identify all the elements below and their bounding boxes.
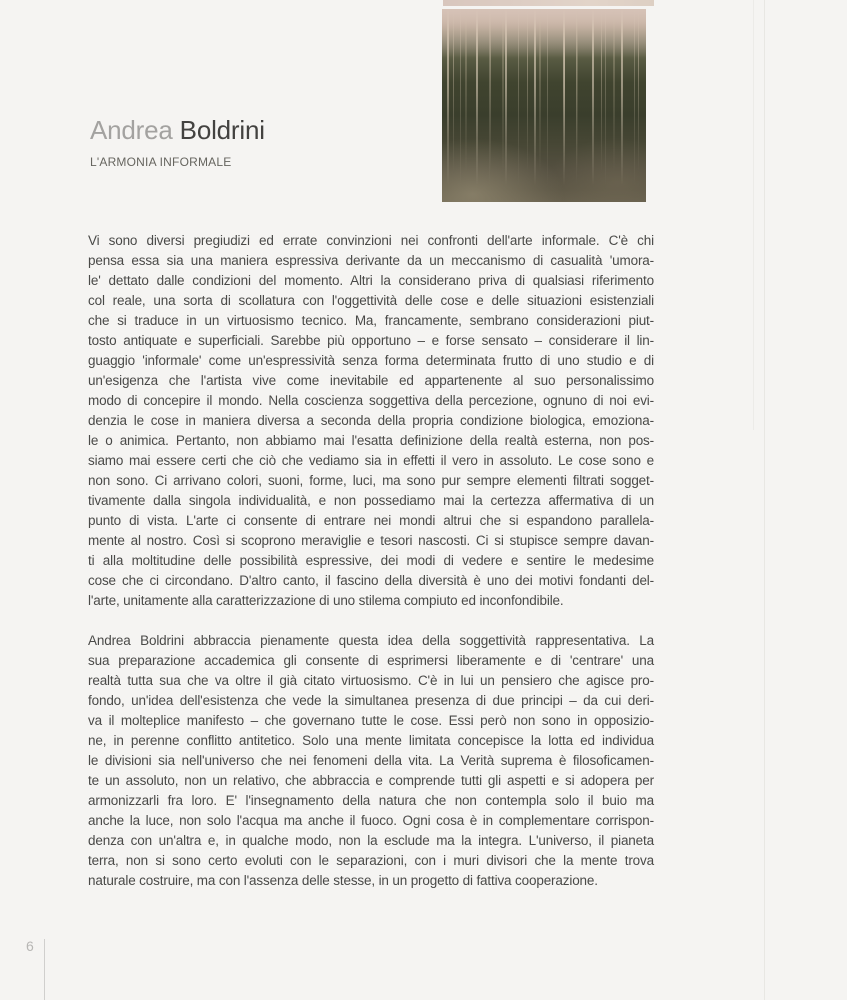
text-line: le divisioni sia nell'universo che nei fenomeni della vita. La Verità suprema è filosoficamen- [88,753,654,768]
text-line: naturale costruire, ma con l'assenza delle stesse, in un progetto di fattiva cooperazione. [88,873,598,888]
title-last-name: Boldrini [179,115,265,145]
text-line: terra, non si sono certo evoluti con le separazioni, con i muri divisori che la mente trova [88,853,654,868]
text-line: non sono. Ci arrivano colori, suoni, forme, luci, ma sono pur sempre elementi filtrati sogget- [88,473,654,488]
text-line: denzia le cose in maniera diversa a seconda della propria condizione biologica, emoziona- [88,413,654,428]
text-line: va il molteplice manifesto – che governano tutte le cose. Essi però non sono in opposizio- [88,713,654,728]
article-header [90,116,265,169]
text-line: cose che ci circondano. D'altro canto, il fascino della diversità è uno dei motivi fondanti del- [88,573,654,588]
footer-rule [44,939,45,1000]
text-line: te un assoluto, non un relativo, che abbraccia e comprende tutti gli aspetti e si adopera per [88,773,654,788]
text-line: un'esigenza che l'artista vive come inevitabile ed appartenente al suo personalissimo [88,373,654,388]
title-first-name: Andrea [90,115,173,145]
artwork-top-strip [443,0,654,6]
page-number: 6 [26,938,34,954]
text-line: ne, in perenne conflitto antitetico. Solo una mente limitata concepisce la lotta ed individua [88,733,654,748]
text-line: sua preparazione accademica gli consente di esprimersi liberamente e di 'centrare' una [88,653,654,668]
text-line: modo di concepire il mondo. Nella coscienza soggettiva della percezione, ognuno di noi evi- [88,393,654,408]
text-line: denza con un'altra e, in qualche modo, non la esclude ma la integra. L'universo, il pianeta [88,833,654,848]
text-line: l'arte, unitamente alla caratterizzazione di uno stilema compiuto ed inconfondibile. [88,593,564,608]
scan-edge-line [764,0,765,1000]
text-line: che si traduce in un virtuosismo tecnico. Ma, francamente, sembrano considerazioni piut- [88,313,654,328]
page-title [90,116,265,144]
text-line: le o animica. Pertanto, non abbiamo mai l'esatta definizione della realtà esterna, non pos- [88,433,654,448]
text-line: armonizzarli fra loro. E' l'insegnamento della natura che non contempla solo il buio ma [88,793,654,808]
text-line: guaggio 'informale' come un'espressività senza forma determinata frutto di uno studio e di [88,353,654,368]
text-line: mente al nostro. Così si scoprono meraviglie e tesori nascosti. Ci si stupisce sempre davan- [88,533,654,548]
paragraph [88,631,654,891]
body-text [88,231,654,911]
page-subtitle: L'ARMONIA INFORMALE [90,155,232,169]
text-line: tosto antiquate e superficiali. Sarebbe più opportuno – e forse sensato – considerare il lin- [88,333,654,348]
text-line: Andrea Boldrini abbraccia pienamente questa idea della soggettività rappresentativa. La [88,633,654,648]
text-line: ti alla moltitudine delle possibilità espressive, dei modi di vedere e sentire le medesime [88,553,654,568]
text-line: siamo mai essere certi che ciò che vediamo sia in effetti il vero in assoluto. Le cose sono e [88,453,654,468]
text-line: pensa essa sia una maniera espressiva derivante da un meccanismo di casualità 'umora- [88,253,654,268]
artwork-top-haze [442,9,646,59]
artwork-image [442,0,646,202]
text-line: Vi sono diversi pregiudizi ed errate convinzioni nei confronti dell'arte informale. C'è chi [88,233,654,248]
artwork-painting [442,9,646,202]
text-line: le' dettato dalle condizioni del momento. Altri la considerano priva di qualsiasi riferimento [88,273,654,288]
text-line: anche la luce, non solo l'acqua ma anche il fuoco. Ogni cosa è in complementare corrispon- [88,813,654,828]
text-line: fondo, un'idea dell'esistenza che vede la simultanea presenza di due principi – da cui deri- [88,693,654,708]
text-line: tivamente dalla singola individualità, e non possediamo mai la certezza affermativa di un [88,493,654,508]
text-line: col reale, una sorta di scollatura con l'oggettività delle cose e delle situazioni esistenziali [88,293,654,308]
paragraph [88,231,654,611]
text-line: realtà tutta sua che va oltre il già citato virtuosismo. C'è in lui un pensiero che agisce pro- [88,673,654,688]
text-line: punto di vista. L'arte ci consente di entrare nei mondi altrui che si espandono parallela- [88,513,654,528]
scan-edge-line-faint [753,0,754,430]
